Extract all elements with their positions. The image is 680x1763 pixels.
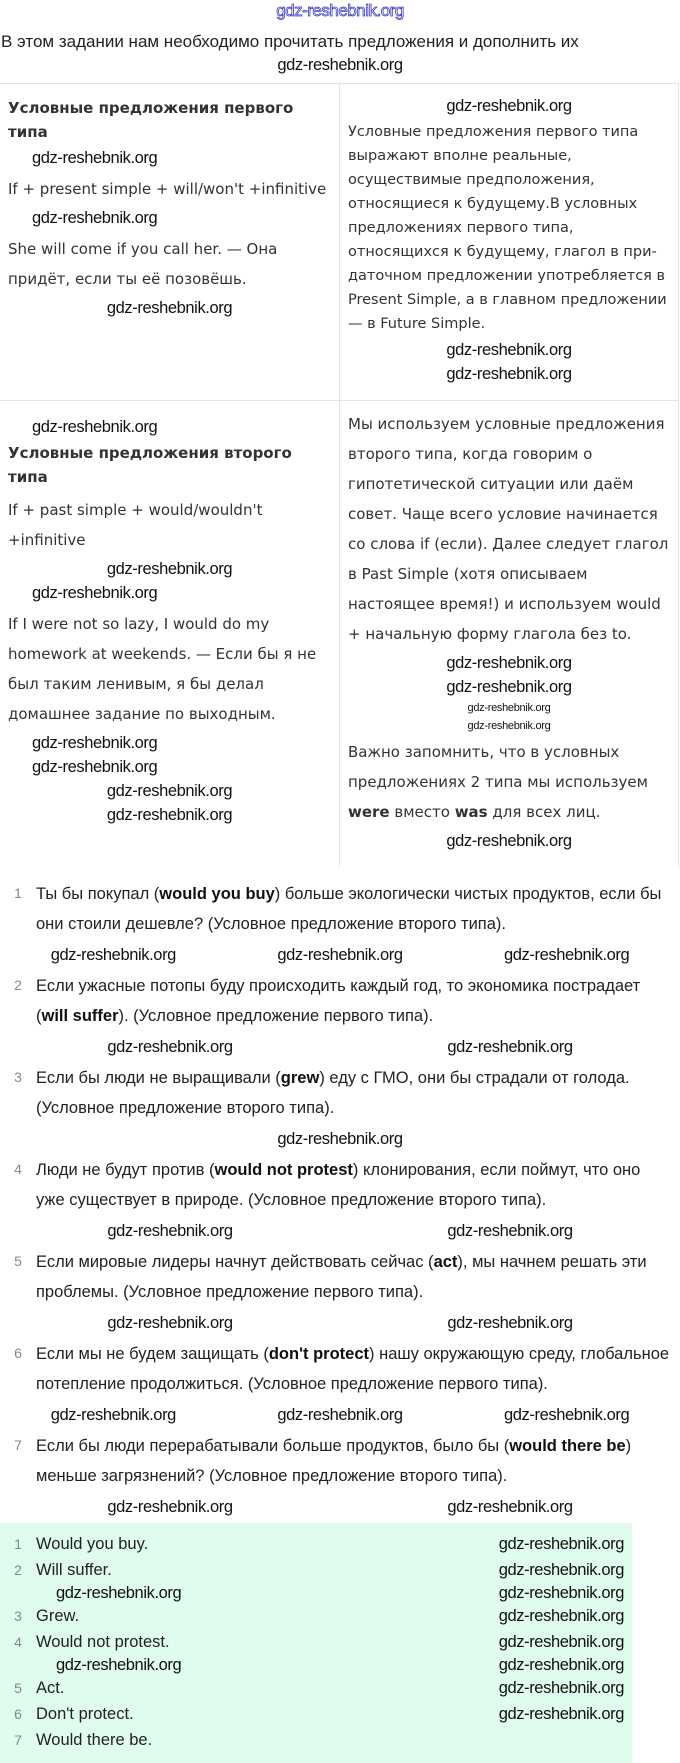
- rules-table: [0, 83, 679, 867]
- watermark-row: [0, 1403, 680, 1427]
- watermark: gdz-reshebnik.org: [107, 1314, 233, 1332]
- watermark: gdz-reshebnik.org: [446, 678, 572, 696]
- note-text: вместо: [389, 803, 455, 821]
- rule-formula: If + present simple + will/won't +infinitive: [8, 180, 327, 198]
- exercise-item: [0, 1335, 680, 1403]
- watermark: gdz-reshebnik.org: [107, 1222, 233, 1240]
- answer-number: 6: [14, 1706, 22, 1722]
- watermark: gdz-reshebnik.org: [106, 299, 233, 317]
- exercise-text: Если бы люди перерабатывали больше продуктов, было бы (would there be) меньше загрязнений? (Условное предложение второго типа).: [36, 1437, 632, 1485]
- exercise-answer: would you buy: [159, 885, 275, 903]
- rule-row-first-conditional: [0, 84, 678, 401]
- watermark: gdz-reshebnik.org: [498, 1584, 624, 1602]
- watermark: gdz-reshebnik.org: [498, 1607, 624, 1625]
- intro-text: В этом задании нам необходимо прочитать предложения и дополнить их: [1, 32, 579, 51]
- answer-number: 5: [14, 1680, 22, 1696]
- watermark-row: [0, 1219, 680, 1243]
- answer-row: [0, 1629, 632, 1655]
- answer-text: Would not protest.: [36, 1633, 170, 1651]
- watermark: gdz-reshebnik.org: [32, 758, 158, 776]
- exercise-answer: grew: [280, 1069, 320, 1087]
- watermark: gdz-reshebnik.org: [447, 1222, 573, 1240]
- answer-number: 2: [14, 1562, 22, 1578]
- exercise-number: 3: [14, 1069, 22, 1085]
- watermark: gdz-reshebnik.org: [106, 560, 233, 578]
- watermark: gdz-reshebnik.org: [446, 654, 572, 672]
- watermark: gdz-reshebnik.org: [277, 1130, 403, 1148]
- answer-row: [0, 1727, 632, 1753]
- exercise-item: [0, 1151, 680, 1219]
- rule-cell-left: [0, 84, 340, 400]
- exercise-text: Ты бы покупал (would you buy) больше экологически чистых продуктов, если бы они стоили дешевле? (Условное предложение второго типа).: [36, 885, 662, 933]
- answer-text: Don't protect.: [36, 1705, 134, 1723]
- watermark: gdz-reshebnik.org: [32, 149, 158, 167]
- answer-row: [0, 1675, 632, 1701]
- watermark: gdz-reshebnik.org: [446, 97, 572, 115]
- exercise-text: Если мы не будем защищать (don't protect) нашу окружающую среду, глобальное потепление продолжиться. (Условное предложение первого типа).: [36, 1345, 670, 1393]
- watermark: gdz-reshebnik.org: [32, 734, 158, 752]
- rule-title: Условные предложения первого типа: [8, 99, 294, 141]
- rule-note: [348, 737, 670, 827]
- rule-cell-right: [340, 401, 678, 867]
- exercise-text: Если ужасные потопы буду происходить каждый год, то экономика пострадает (will suffer). (Условное предложение первого типа).: [36, 977, 641, 1025]
- watermark: gdz-reshebnik.org: [446, 832, 572, 850]
- exercise-number: 2: [14, 977, 22, 993]
- answer-text: Grew.: [36, 1607, 80, 1625]
- answer-item: [0, 1603, 79, 1629]
- watermark: gdz-reshebnik.org: [106, 782, 233, 800]
- exercise-number: 4: [14, 1161, 22, 1177]
- exercise-item: [0, 1243, 680, 1311]
- exercise-text: Люди не будут против (would not protest) клонирования, если поймут, что оно уже существует в природе. (Условное предложение второго типа).: [36, 1161, 641, 1209]
- exercise-number: 6: [14, 1345, 22, 1361]
- site-watermark-header: gdz-reshebnik.org: [276, 1, 404, 20]
- rule-title: Условные предложения второго типа: [8, 444, 292, 486]
- rule-cell-left: [0, 401, 340, 867]
- watermark-row: [0, 53, 680, 77]
- answer-item: [0, 1531, 148, 1557]
- watermark-row: [0, 1035, 680, 1059]
- note-bold-was: was: [454, 803, 488, 821]
- note-text: для всех лиц.: [487, 803, 601, 821]
- exercise-answer: act: [433, 1253, 458, 1271]
- exercise-item: [0, 1059, 680, 1127]
- watermark: gdz-reshebnik.org: [446, 365, 572, 383]
- watermark: gdz-reshebnik.org: [56, 1656, 182, 1674]
- watermark: gdz-reshebnik.org: [106, 806, 233, 824]
- rule-formula: If + past simple + would/wouldn't +infinitive: [8, 501, 263, 549]
- rule-row-second-conditional: [0, 401, 678, 867]
- rule-cell-right: [340, 84, 678, 400]
- watermark: gdz-reshebnik.org: [498, 1679, 624, 1697]
- answer-item: [0, 1629, 170, 1655]
- rule-example: If I were not so lazy, I would do my homework at weekends. — Если бы я не был таким ленивым, я бы делал домашнее задание по выходным.: [8, 615, 317, 723]
- exercise-answer: will suffer: [41, 1007, 119, 1025]
- answer-item: [0, 1557, 112, 1583]
- watermark: gdz-reshebnik.org: [50, 946, 176, 964]
- rule-example: She will come if you call her. — Она придёт, если ты её позовёшь.: [8, 240, 278, 288]
- watermark: gdz-reshebnik.org: [32, 209, 158, 227]
- exercise-item: [0, 875, 680, 943]
- watermark-row: [0, 1495, 680, 1519]
- watermark-row: [0, 943, 680, 967]
- watermark: gdz-reshebnik.org: [277, 946, 403, 964]
- exercise-text: Если мировые лидеры начнут действовать сейчас (act), мы начнем решать эти проблемы. (Условное предложение первого типа).: [36, 1253, 647, 1301]
- watermark: gdz-reshebnik.org: [277, 1406, 403, 1424]
- watermark: gdz-reshebnik.org: [467, 720, 551, 732]
- watermark: gdz-reshebnik.org: [107, 1038, 233, 1056]
- watermark: gdz-reshebnik.org: [498, 1535, 624, 1553]
- watermark: gdz-reshebnik.org: [467, 702, 551, 714]
- rule-description: Мы используем условные предложения второго типа, когда говорим о гипотетической ситуации или даём совет. Чаще всего условие начинается со слова if (если). Далее следует глагол в Past Simple (хотя описываем настоящее время!) и используем would + начальную форму глагола без to.: [348, 415, 669, 643]
- watermark: gdz-reshebnik.org: [498, 1561, 624, 1579]
- watermark-row: [0, 1127, 680, 1151]
- watermark-row: [0, 1311, 680, 1335]
- answer-key-box: [0, 1523, 632, 1763]
- answer-number: 4: [14, 1634, 22, 1650]
- exercise-list: [0, 875, 680, 1519]
- watermark-row: [0, 1655, 632, 1675]
- rule-description: Условные предложения первого типа выражают вполне реальные, осуществимые предположения, относящиеся к будущему.В условных предложениях первого типа, относящихся к будущему, глагол в при-даточном предложении употребляется в Present Simple, а в главном предложении — в Future Simple.: [348, 124, 667, 332]
- exercise-item: [0, 967, 680, 1035]
- watermark: gdz-reshebnik.org: [447, 1498, 573, 1516]
- answer-text: Would there be.: [36, 1731, 153, 1749]
- answer-row: [0, 1603, 632, 1629]
- watermark: gdz-reshebnik.org: [504, 1406, 630, 1424]
- answer-text: Will suffer.: [36, 1561, 112, 1579]
- watermark: gdz-reshebnik.org: [277, 56, 403, 74]
- answer-number: 1: [14, 1536, 22, 1552]
- answer-item: [0, 1727, 152, 1753]
- exercise-number: 7: [14, 1437, 22, 1453]
- answer-row: [0, 1701, 632, 1727]
- watermark-row: [0, 1583, 632, 1603]
- watermark: gdz-reshebnik.org: [56, 1584, 182, 1602]
- watermark: gdz-reshebnik.org: [107, 1498, 233, 1516]
- answer-text: Act.: [36, 1679, 65, 1697]
- watermark: gdz-reshebnik.org: [32, 584, 158, 602]
- exercise-answer: don't protect: [268, 1345, 370, 1363]
- watermark: gdz-reshebnik.org: [498, 1705, 624, 1723]
- answer-number: 3: [14, 1608, 22, 1624]
- exercise-answer: would there be: [509, 1437, 626, 1455]
- watermark: gdz-reshebnik.org: [447, 1038, 573, 1056]
- note-bold-were: were: [348, 803, 390, 821]
- exercise-number: 5: [14, 1253, 22, 1269]
- watermark: gdz-reshebnik.org: [498, 1656, 624, 1674]
- watermark: gdz-reshebnik.org: [504, 946, 630, 964]
- exercise-text: Если бы люди не выращивали (grew) еду с ГМО, они бы страдали от голода. (Условное предложение второго типа).: [36, 1069, 630, 1117]
- watermark: gdz-reshebnik.org: [447, 1314, 573, 1332]
- answer-row: [0, 1557, 632, 1583]
- watermark: gdz-reshebnik.org: [50, 1406, 176, 1424]
- answer-item: [0, 1701, 134, 1727]
- watermark: gdz-reshebnik.org: [32, 418, 158, 436]
- exercise-number: 1: [14, 885, 22, 901]
- watermark: gdz-reshebnik.org: [446, 341, 572, 359]
- answer-row: [0, 1531, 632, 1557]
- answer-number: 7: [14, 1732, 22, 1748]
- answer-text: Would you buy.: [36, 1535, 149, 1553]
- exercise-answer: would not protest: [214, 1161, 353, 1179]
- exercise-item: [0, 1427, 680, 1495]
- answer-item: [0, 1675, 64, 1701]
- note-text: Важно запомнить, что в условных предложениях 2 типа мы используем: [348, 743, 648, 791]
- watermark: gdz-reshebnik.org: [498, 1633, 624, 1651]
